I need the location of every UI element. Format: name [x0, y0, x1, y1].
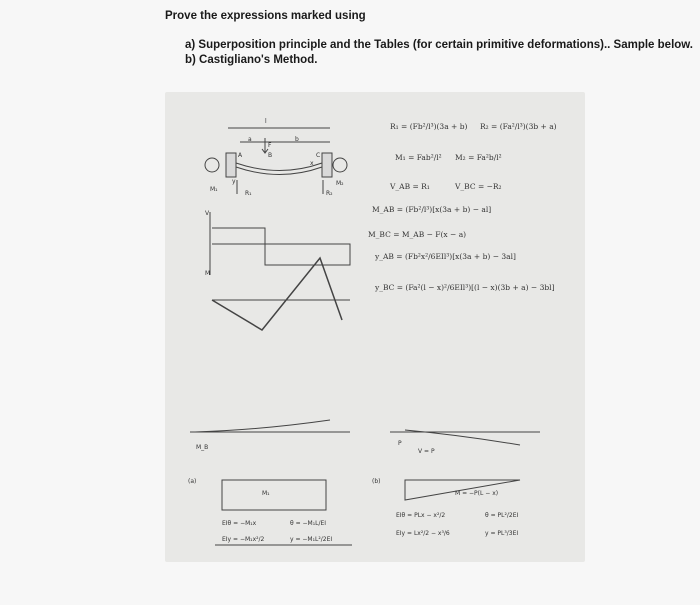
formula-ybc: y_BC = (Fa²(l − x)²/6EIl³)[(l − x)(3b + a) − 3bl]: [375, 283, 555, 292]
label-a: a: [248, 136, 252, 143]
formula-m2: M₂ = Fa²b/l²: [455, 153, 502, 162]
label-ei-pl: EIθ = PLx − x²/2: [396, 512, 446, 519]
label-y: y: [232, 178, 236, 185]
label-ei-defl: EIy = −M₁x²/2: [222, 536, 265, 543]
cantilever-a-moment-diagram: [222, 480, 326, 510]
label-theta-l: θ = −M₁L/EI: [290, 520, 327, 527]
formula-r1: R₁ = (Fb²/l³)(3a + b): [390, 122, 468, 131]
label-y-l: y = −M₁L²/2EI: [290, 536, 333, 543]
label-r1: R₁: [245, 190, 252, 197]
label-m-p: M = −P(L − x): [455, 490, 499, 497]
fixed-support-left: [226, 153, 236, 177]
label-ei-m: EIθ = −M₁x: [222, 520, 257, 527]
instruction-item-b: b) Castigliano's Method.: [185, 54, 318, 66]
instruction-item-a: a) Superposition principle and the Tables (for certain primitive deformations).. Sample below.: [185, 39, 693, 51]
moment-m1-icon: [205, 158, 219, 172]
cantilever-a-deflected: [195, 420, 330, 432]
label-x: x: [310, 160, 314, 167]
label-C: C: [316, 152, 321, 159]
formula-m1: M₁ = Fab²/l²: [395, 153, 442, 162]
label-ei-p-defl: EIy = Lx²/2 − x³/6: [396, 530, 450, 537]
page-title: Prove the expressions marked using: [165, 10, 366, 22]
label-vp: V = P: [418, 448, 435, 455]
label-y-pl: y = PL³/3EI: [485, 530, 519, 537]
label-part-b: (b): [372, 478, 381, 485]
label-theta-pl: θ = PL²/2EI: [485, 512, 519, 519]
shear-diagram: [212, 228, 350, 265]
formula-yab: y_AB = (Fb²x²/6EIl³)[x(3a + b) − 3al]: [375, 252, 516, 261]
formula-vbc: V_BC = −R₂: [455, 182, 502, 191]
label-m-value: M₁: [262, 490, 270, 497]
label-part-a: (a): [188, 478, 197, 485]
label-v: V: [205, 210, 210, 217]
formula-mbc: M_BC = M_AB − F(x − a): [368, 230, 467, 239]
label-r2: R₂: [326, 190, 333, 197]
label-m1: M₁: [210, 186, 218, 193]
label-b: b: [295, 136, 299, 143]
label-m: M: [205, 270, 211, 277]
label-m2: M₂: [336, 180, 344, 187]
label-p: P: [398, 440, 402, 447]
formula-vab: V_AB = R₁: [390, 182, 430, 191]
label-B: B: [268, 152, 273, 159]
formula-r2: R₂ = (Fa²/l³)(3b + a): [480, 122, 557, 131]
label-l: l: [265, 118, 267, 125]
label-A: A: [238, 152, 243, 159]
fixed-support-right: [322, 153, 332, 177]
label-mb: M_B: [196, 444, 209, 451]
moment-diagram: [212, 258, 342, 330]
label-f: F: [268, 142, 272, 149]
formula-mab: M_AB = (Fb²/l³)[x(3a + b) − al]: [372, 205, 492, 214]
moment-m2-icon: [333, 158, 347, 172]
